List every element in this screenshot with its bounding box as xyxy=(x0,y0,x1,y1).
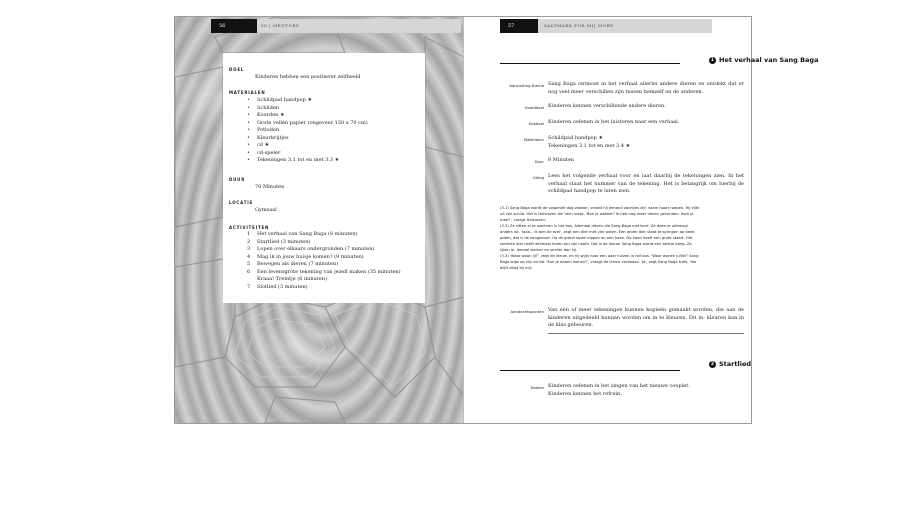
list-item: • Schildpad handpop ★ xyxy=(247,97,312,103)
left-page xyxy=(175,17,464,423)
list-item: • Grote vellen papier (ongeveer 150 x 70 cm) xyxy=(247,119,368,126)
activiteiten-list xyxy=(247,231,401,291)
doel-text: Kinderen hebben een positiever zelfbeeld xyxy=(255,74,361,80)
story-text xyxy=(500,205,700,271)
aandachtspunten-text: Van één of meer tekeningen kunnen kopieën gemaakt worden, die aan de kinderen uitgedeeld kunnen worden om in te kleuren. Dit in- kleuren kan in de klas gebeuren. xyxy=(548,307,744,328)
doelen-text: Kinderen oefenen in het zingen van het nieuwe couplet. Kinderen kennen het refrein. xyxy=(548,383,690,397)
page-number: 56 xyxy=(211,19,257,33)
section-title: Het verhaal van Sang Baga xyxy=(719,56,819,64)
lesson-overview-card xyxy=(223,53,425,303)
list-item: Kraaa! Treintje (6 minuten) xyxy=(257,276,327,282)
aandachtspunten-label: Aandachtspunten xyxy=(510,309,544,314)
activiteiten-label: ACTIVITEITEN xyxy=(229,225,270,230)
section-rule xyxy=(500,63,680,64)
aansluiting-text: Sang Baga ontmoet in het verhaal allerlei andere dieren en ontdekt dat er nog veel meer verschillen zijn tussen hemzelf en de anderen. xyxy=(548,81,744,95)
list-item: 2 Startlied (3 minuten) xyxy=(247,238,311,245)
locatie-label: LOCATIE xyxy=(229,200,254,205)
hoofddoel-text: Kinderen kennen verschillende andere dieren. xyxy=(548,103,666,109)
running-header: SALTMARK FOR MIJ MORE xyxy=(544,23,614,28)
list-item: 5 Bewegen als dieren (7 minuten) xyxy=(247,261,339,267)
book-spread xyxy=(174,16,819,424)
story-paragraph: (3.2) Ze zitten al te wachten in het bos. Allemaal dieren die Sang Baga niet kent. Ze doen er allemaal anders uit. 'Iaaa... ik ben de ezel', zegt een dier met vier poten. Een ander dier staat te springen op twee poten, dat is de kangoeroe. Op de grond lopen kippen en een haan. De haan heeft een grote staart. Het sterkste dier heeft allemaal haren om zijn hoofd. Dat is de leeuw. Sang Baga wordt een beetje bang. Ze lijken al- lemaal sterker en sneller dan hij. xyxy=(500,224,695,252)
section-number-badge: 2 xyxy=(710,362,715,367)
page-number: 57 xyxy=(500,19,538,33)
list-item: • Tekeningen 3.1 tot en met 3.3 ★ xyxy=(247,157,340,163)
list-item: • cd ★ xyxy=(247,142,270,148)
materialen-label: Materialen xyxy=(523,137,544,142)
list-item: • Koorden ★ xyxy=(247,112,285,118)
doel-label: DOEL xyxy=(229,67,245,72)
list-item: 4 Mag ik in jouw huisje komen? (9 minuten) xyxy=(247,253,364,260)
running-header: 56 | MENTORS xyxy=(261,23,300,28)
duur-label: Duur xyxy=(534,159,544,164)
list-item: • Schilden xyxy=(247,104,280,111)
subdoel-label: Subdoel xyxy=(528,121,544,126)
duur-text: 8 Minuten xyxy=(548,157,575,163)
right-page xyxy=(464,17,819,423)
list-item: 3 Lopen over elkaars ondergronden (7 minuten) xyxy=(247,246,375,252)
doelen-label: Doelen xyxy=(530,385,544,390)
materialen-list xyxy=(247,97,368,165)
section-number-badge: 1 xyxy=(710,58,715,63)
list-item: 1 Het verhaal van Sang Baga (8 minuten) xyxy=(247,231,358,237)
divider xyxy=(548,333,744,334)
subdoel-text: Kinderen oefenen in het luisteren naar een verhaal. xyxy=(548,119,680,125)
uitleg-text: Lees het volgende verhaal voor en laat daarbij de tekeningen zien. In het verhaal staat het nummer van de tekening. Het is belangrijk om hierbij de schildpad handpop te laten zien. xyxy=(548,173,744,194)
section-rule xyxy=(500,370,680,371)
aansluiting-label: Aansluiting thema xyxy=(509,83,544,88)
left-page-header xyxy=(211,19,461,33)
locatie-text: Gymzaal xyxy=(255,207,277,213)
materialen-label: MATERIALEN xyxy=(229,90,266,95)
list-item: 6 Een levensgrote tekening van jezelf maken (35 minuten) xyxy=(247,268,401,275)
duur-text: 70 Minuten xyxy=(255,184,285,190)
right-page-header xyxy=(500,19,712,33)
duur-label: DUUR xyxy=(229,177,246,182)
list-item: • cd-speler xyxy=(247,149,281,156)
hoofddoel-label: Hoofddoel xyxy=(524,105,544,110)
list-item: • Kleurkrijtjes xyxy=(247,134,289,141)
story-paragraph: (3.1) Sang Baga wordt de volgende dag wakker, omdat hij iemand zachtjes zijn naam hoort roepen. Hij kijkt uit zijn schild. Het is Halsrozen die hem roept. 'Ben je wakker? Ik heb nog meer dieren gevonden. Kom je mee?', vraagt Halsrozen. xyxy=(500,206,700,222)
uitleg-label: Uitleg xyxy=(532,175,544,180)
list-item: • Potloden xyxy=(247,127,280,133)
materialen-text: Schildpad handpop ★ Tekeningen 3.1 tot en met 3.4 ★ xyxy=(548,135,631,149)
story-paragraph: (3.3) 'Waar woon jij?', zegt de leeuw, en hij wijst naar een paar huizen in het bos. 'Waar wonen jullie?' Sang Baga wijst op zijn schild. 'Kun je daarin wonen?', vraagt de leeuw verbaasd. 'Ja', zegt Sang Baga trots, 'die blijft altijd bij mij.' xyxy=(500,254,699,270)
section-title: Startlied xyxy=(719,360,752,368)
list-item: 7 Slotlied (3 minuten) xyxy=(247,283,308,290)
